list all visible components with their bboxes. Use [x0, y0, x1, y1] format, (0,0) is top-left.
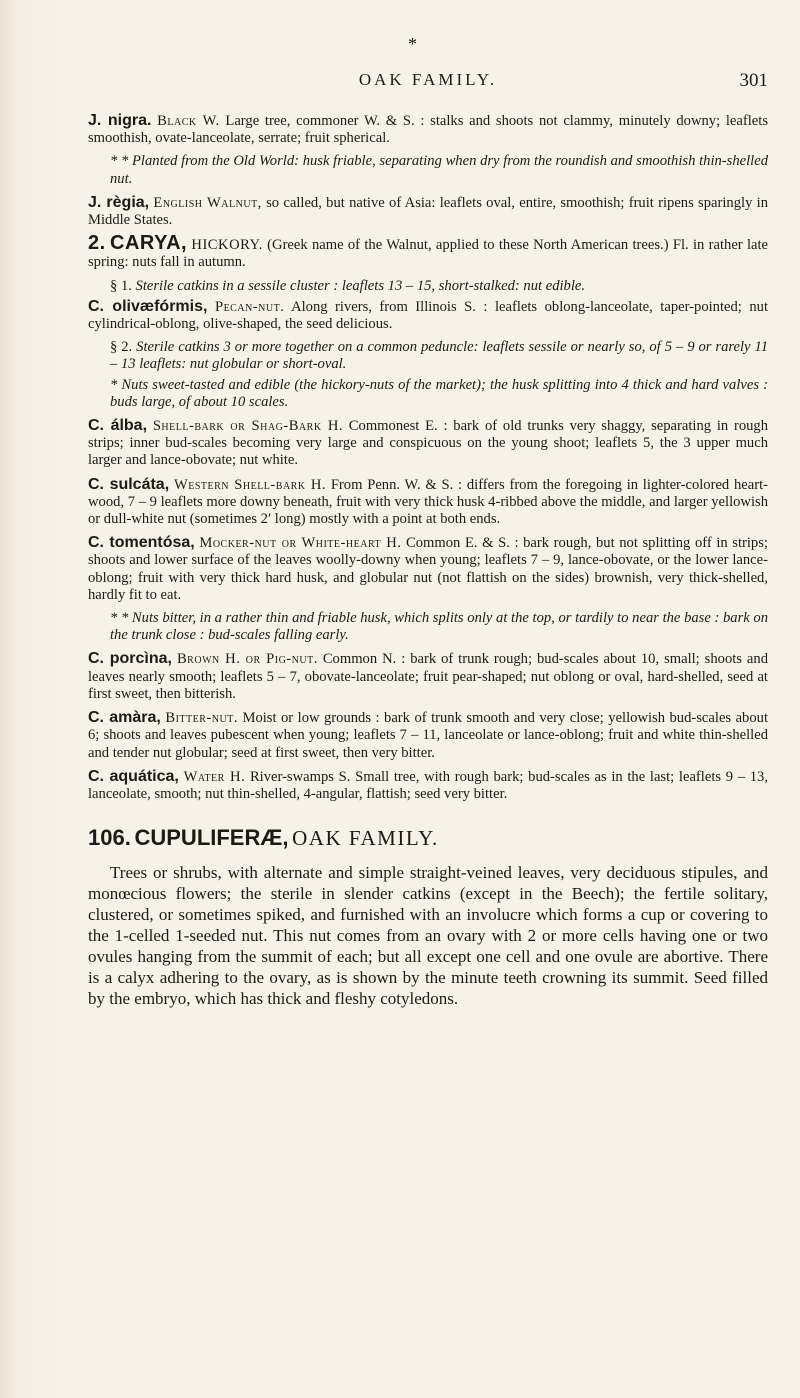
page-number: 301 — [739, 70, 768, 91]
section-description: Sterile catkins 3 or more together on a common peduncle: leaflets sessile or nearly so, of 5 – 9 or rarely 11 – 13 leaflets: nut globular or short-oval. — [110, 339, 768, 373]
ornament-mark: * — [408, 34, 417, 54]
species-entry — [88, 112, 768, 147]
species-name: C. álba, — [88, 417, 148, 435]
species-name: C. amàra, — [88, 709, 161, 727]
common-name: Western Shell-bark H. — [173, 476, 327, 493]
section-heading — [88, 339, 768, 373]
family-common-name: OAK FAMILY. — [292, 826, 439, 851]
running-head — [88, 34, 768, 94]
species-entry — [88, 194, 768, 229]
species-name: C. aquática, — [88, 767, 179, 785]
species-description: so called, but native of Asia: leaflets oval, entire, smoothish; fruit ripens sparingly in Middle States. — [88, 194, 769, 229]
species-entry — [88, 650, 768, 703]
common-name: Shell-bark or Shag-Bark H. — [152, 418, 344, 435]
common-name: Bitter-nut. — [165, 710, 238, 727]
genus-name: CARYA, — [110, 232, 188, 255]
species-entry — [88, 298, 768, 333]
species-description: From Penn. W. & S. : differs from the foregoing in lighter-colored heart-wood, 7 – 9 leaflets more downy beneath, fruit with very thick husk 4-ribbed above the middle, and larger yellowish or dull-white nut (sometimes 2′ long) mostly with a point at both ends. — [88, 476, 769, 528]
group-note: * Nuts sweet-tasted and edible (the hickory-nuts of the market); the husk splitting into 4 thick and hard valves : buds large, of about 10 scales. — [110, 376, 768, 410]
species-name: J. nigra. — [88, 112, 152, 129]
species-description: Along rivers, from Illinois S. : leaflets oblong-lanceolate, taper-pointed; nut cylindrical-oblong, olive-shaped, the seed delicious. — [88, 298, 769, 333]
section-label: § 2. — [110, 339, 133, 356]
species-name: C. sulcáta, — [88, 475, 170, 493]
genus-entry — [88, 232, 769, 271]
common-name: English Walnut, — [153, 194, 262, 211]
running-title: OAK FAMILY. — [358, 70, 498, 89]
section-label: § 1. — [110, 277, 132, 294]
common-name: Black W. — [157, 113, 220, 129]
species-entry — [88, 534, 768, 604]
family-number: 106. — [88, 825, 131, 851]
genus-number: 2. — [88, 232, 106, 255]
species-description: Common N. : bark of trunk rough; bud-scales about 10, small; shoots and leaves nearly smooth; leaflets 5 – 7, obovate-lanceolate; fruit pear-shaped; nut oblong or oval, hard-shelled, seed at first sweet, then bitterish. — [88, 651, 768, 702]
section-heading — [88, 278, 768, 295]
common-name: Brown H. or Pig-nut. — [176, 651, 318, 668]
species-description: Large tree, commoner W. & S. : stalks and shoots not clammy, minutely downy; leaflets smoothish, ovate-lanceolate, serrate; fruit spherical. — [88, 113, 768, 147]
common-name: Pecan-nut. — [214, 298, 285, 315]
family-name: CUPULIFERÆ, — [134, 825, 289, 851]
family-description: Trees or shrubs, with alternate and simple straight-veined leaves, very deciduous stipules, and monœcious flowers; the sterile in slender catkins (except in the Beech); the fertile solitary, clustered, or sometimes spiked, and furnished with an involucre which forms a cup or covering to the 1-celled 1-seeded nut. This nut comes from an ovary with 2 or more cells having one or two ovules hanging from the summit of each; but all except one cell and one ovule are abortive. There is a calyx adhering to the ovary, as is shown by the minute teeth crowning its summit. Seed filled by the embryo, which has thick and fleshy cotyledons. — [88, 863, 768, 1009]
species-name: C. porcìna, — [88, 650, 172, 668]
species-entry — [88, 476, 768, 529]
section-description: Sterile catkins in a sessile cluster : leaflets 13 – 15, short-stalked: nut edible. — [135, 277, 586, 294]
genus-description: (Greek name of the Walnut, applied to these North American trees.) Fl. in rather late spring: nuts fall in autumn. — [88, 237, 769, 271]
common-name: Mocker-nut or White-heart H. — [199, 535, 402, 552]
group-note: * * Nuts bitter, in a rather thin and friable husk, which splits only at the top, or tardily to near the base : bark on the trunk close : bud-scales falling early. — [110, 610, 768, 644]
species-description: Moist or low grounds : bark of trunk smooth and very close; yellowish bud-scales about 6; shoots and leaves pubescent when young; leaflets 7 – 11, lanceolate or lance-oblong; fruit and white thin-shelled and tender nut globular; seed at first sweet, then very bitter. — [88, 710, 768, 761]
species-name: C. olivæfórmis, — [88, 297, 208, 315]
genus-common-name: HICKORY. — [191, 237, 263, 254]
species-description: Commonest E. : bark of old trunks very shaggy, separating in rough strips; inner bud-scales becoming very large and conspicuous on the young shoot; leaflets 5, the 3 upper much larger and lance-obovate; nut white. — [88, 418, 769, 469]
family-heading — [88, 825, 768, 851]
species-description: Common E. & S. : bark rough, but not splitting off in strips; shoots and lower surface of the leaves woolly-downy when young; leaflets 7 – 9, lance-obovate, or the lower lance-oblong; fruit with very thick hard husk, and globular nut (not flattish on the sides) brownish, very thick-shelled, hardly fit to eat. — [88, 535, 768, 603]
species-entry — [88, 768, 768, 803]
species-description: River-swamps S. Small tree, with rough bark; bud-scales as in the last; leaflets 9 – 13, lanceolate, smooth; nut thin-shelled, 4-angular, flattish; seed very bitter. — [88, 768, 768, 802]
page-body — [88, 112, 768, 1009]
species-entry — [88, 417, 768, 470]
species-entry — [88, 709, 768, 762]
species-name: C. tomentósa, — [88, 534, 195, 552]
group-note: * * Planted from the Old World: husk friable, separating when dry from the roundish and smoothish thin-shelled nut. — [110, 153, 768, 187]
common-name: Water H. — [183, 768, 246, 785]
species-name: J. règia, — [88, 193, 150, 211]
